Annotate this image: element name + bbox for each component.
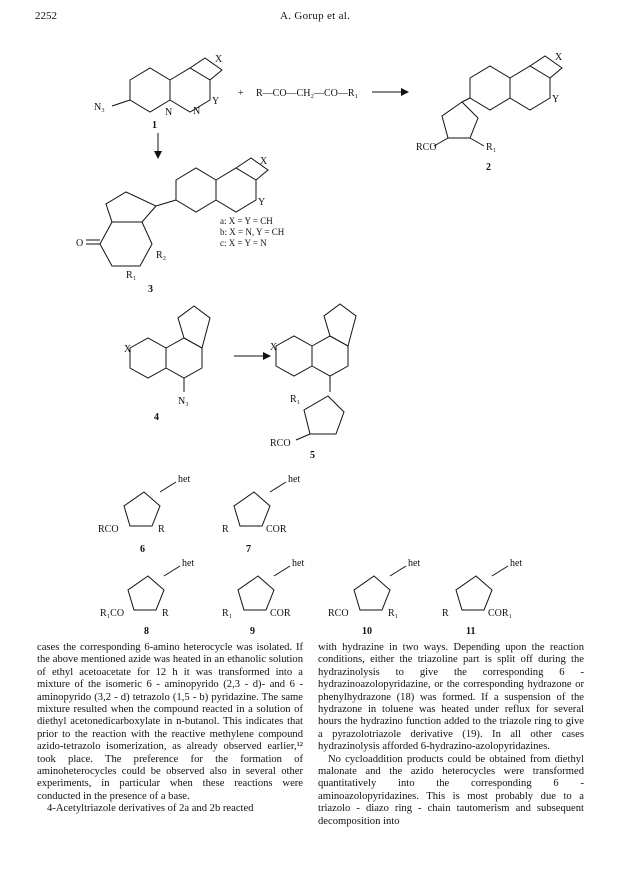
triazole-9 [238,576,274,610]
atom-label: N₃ [94,102,105,113]
atom-label: RCO [416,142,437,153]
atom-label: Y [212,96,220,107]
compound-3-ring-b [216,168,256,212]
atom-label: N₃ [178,396,189,407]
triazole-8 [128,576,164,610]
compound-1-ring-a [130,68,170,112]
atom-label: RCO [328,608,349,619]
compound-5-ring-pyridazine [312,336,348,376]
compound-3-ring-a [176,168,216,212]
triazole-6 [124,492,160,526]
compound-label: 9 [250,626,255,637]
atom-label: R₁ [222,608,233,619]
compound-label: 5 [310,450,315,461]
atom-label: COR [266,524,287,535]
atom-label: het [182,558,195,569]
compound-3-cyclohexanone [100,222,152,266]
atom-label: het [408,558,421,569]
paragraph: cases the corresponding 6-amino heterocycle was isolated. If the above mentioned azide was heated in an ethanolic solution of ethyl acetoacetate for 12 h it was transformed into a mixture of the isomeric 6 - aminopyrido (2,3 - d)- and 6 - aminopyrido (3,2 - d) tetrazolo (1,5 - b) pyridazine. The same mixture resulted when the compound reacted in a solution of diethyl acetonedicarboxylate in n-butanol. This indicates that prior to the reaction with the reactive methylene compound azido-tetrazolo isomerization, as already observed earlier,¹² took place. The preference for the formation of aminoheterocycles could be observed also in several other experiments, in particular when these reactions were conducted in the presence of a base. [37,642,303,802]
triazole-10 [354,576,390,610]
triazole-11 [456,576,492,610]
compound-label: 4 [154,412,159,423]
legend-c: c: X = Y = N [220,238,267,248]
compound-1-ring-b [170,68,210,112]
atom-label: COR [270,608,291,619]
atom-label: het [288,474,301,485]
compound-5-tetrazole [324,304,356,346]
legend-a: a: X = Y = CH [220,216,273,226]
atom-label: R₂ [156,250,167,261]
atom-label: R₁ [126,270,137,281]
atom-label: R₁CO [100,608,125,619]
atom-label: het [292,558,305,569]
atom-label: R [442,608,449,619]
compound-label: 10 [362,626,372,637]
paragraph: with hydrazine in two ways. Depending upon the reaction conditions, either the triazoline part is split off during the hydrazinolysis to give the corresponding 6 - hydrazinoazolopyridazine, or the corresponding hydrazone or phenylhydrazone (18) was formed. If a suspension of the hydrazone in toluene was heated under reflux for several hours the hydrazino function added to the triazole ring to give a pyrazolotriazole derivative (19). In all other cases hydrazinolysis afforded 6-hydrazino-azolopyridazines. [318,642,584,753]
body-column-right [318,642,584,828]
atom-label: Y [258,197,266,208]
atom-label: R₁ [486,142,497,153]
paragraph: 4-Acetyltriazole derivatives of 2a and 2b reacted [47,803,254,815]
compound-label: 2 [486,162,491,173]
plus-sign: + [238,88,244,99]
compound-label: 8 [144,626,149,637]
atom-label: R [222,524,229,535]
running-header-authors: A. Gorup et al. [280,10,351,22]
compound-label: 11 [466,626,476,637]
compound-label: 7 [246,544,251,555]
atom-label: R₁ [388,608,399,619]
atom-label: R [162,608,169,619]
compound-2-ring-b [510,66,550,110]
body-column-left [37,642,303,816]
atom-label: het [510,558,523,569]
triazole-7 [234,492,270,526]
atom-label: R₁ [290,394,301,405]
page-number: 2252 [35,10,57,22]
atom-label: X [260,156,268,167]
compound-3-triazole [106,192,156,222]
atom-label: RCO [98,524,119,535]
atom-label: X [124,344,132,355]
atom-label: Y [552,94,560,105]
compound-5-ring-pyridine [276,336,312,376]
atom-label: het [178,474,191,485]
atom-label: COR₁ [488,608,513,619]
compound-4-ring-pyridazine [166,338,202,378]
atom-label: RCO [270,438,291,449]
compound-4-ring-pyridine [130,338,166,378]
compound-label: 1 [152,120,157,131]
compound-label: 6 [140,544,145,555]
atom-label: R [158,524,165,535]
atom-label: O [76,238,84,249]
reagent-formula: R—CO—CH₂—CO—R₁ [256,88,358,99]
atom-label: N [193,106,201,117]
paragraph: No cycloaddition products could be obtained from diethyl malonate and the azido heterocycles were transformed quantitatively into the corresponding 6 - aminoazolopyridazines. This is most probably due to a triazolo - diazo ring - chain tautomerism and subsequent decomposition into [318,753,584,827]
atom-label: X [215,54,223,65]
atom-label: X [270,342,278,353]
compound-5-triazole [304,396,344,434]
compound-2-ring-a [470,66,510,110]
atom-label: N [165,107,173,118]
legend-b: b: X = N, Y = CH [220,227,285,237]
compound-2-triazole [442,102,478,138]
compound-4-tetrazole [178,306,210,348]
atom-label: X [555,52,563,63]
compound-label: 3 [148,284,153,295]
